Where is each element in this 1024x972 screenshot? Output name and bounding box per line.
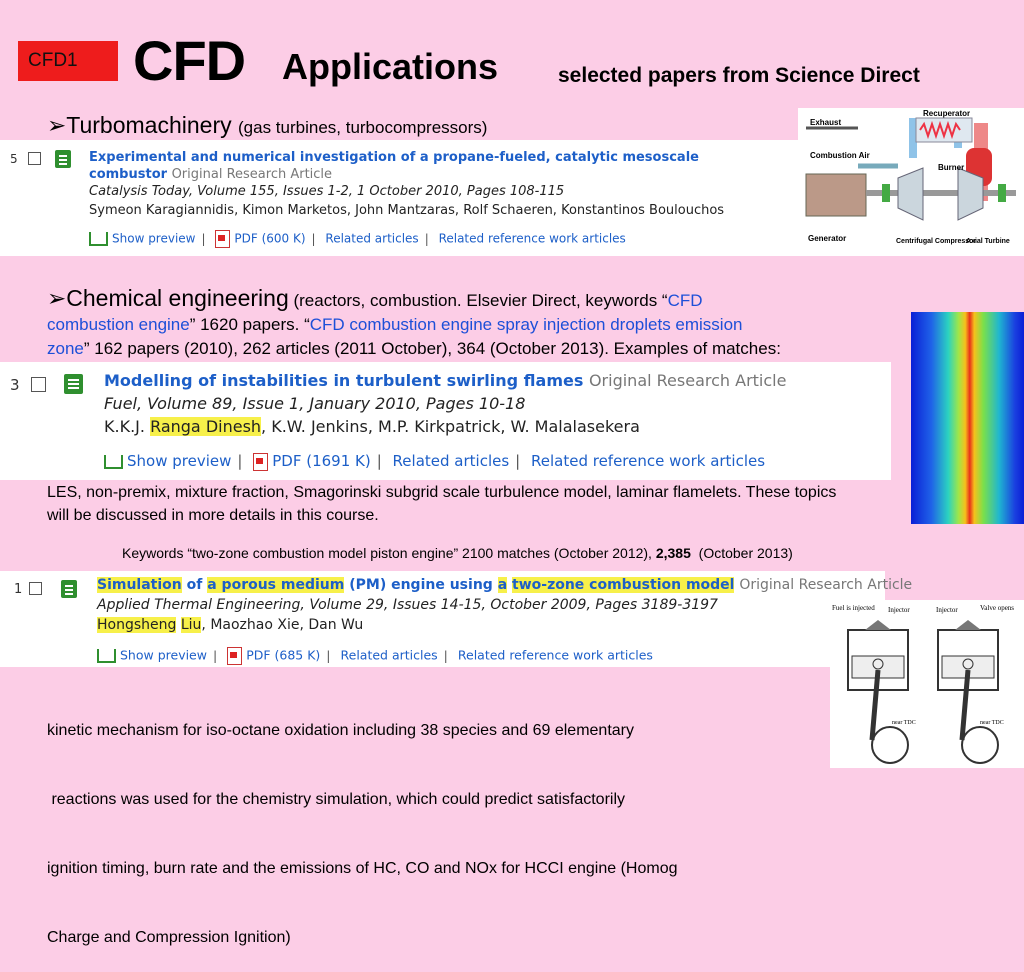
keyword-2b: zone bbox=[47, 339, 84, 358]
related-reference-link[interactable]: Related reference work articles bbox=[438, 231, 626, 246]
title-cfd: CFD bbox=[133, 29, 246, 92]
section2-text-2: ” 1620 papers. “ bbox=[189, 315, 310, 334]
flame-simulation-image bbox=[911, 312, 1024, 524]
label-valve-opens: Valve opens bbox=[980, 604, 1015, 612]
result-journal: Catalysis Today, Volume 155, Issues 1-2, 1 October 2010, Pages 108-115 bbox=[89, 184, 565, 199]
pdf-link[interactable]: PDF (685 K) bbox=[246, 647, 321, 663]
result-title-link[interactable]: Modelling of instabilities in turbulent swirling flames Original Research Article bbox=[104, 371, 787, 390]
pdf-link[interactable]: PDF (1691 K) bbox=[272, 452, 371, 470]
article-type: Original Research Article bbox=[171, 167, 333, 182]
search-result-2 bbox=[0, 362, 891, 480]
kinetic-line-2: reactions was used for the chemistry simulation, which could predict satisfactorily bbox=[47, 791, 626, 808]
result-authors: Hongsheng Liu, Maozhao Xie, Dan Wu bbox=[97, 617, 364, 633]
label-compressor: Centrifugal Compressor bbox=[896, 238, 977, 245]
show-preview-link[interactable]: Show preview bbox=[127, 452, 232, 470]
document-icon bbox=[55, 150, 71, 168]
result-title-link[interactable]: Experimental and numerical investigation of a propane-fueled, catalytic mesoscale combustor Original Research Article bbox=[89, 150, 699, 182]
show-preview-link[interactable]: Show preview bbox=[120, 647, 207, 663]
pdf-icon bbox=[227, 647, 242, 665]
gas-turbine-diagram bbox=[798, 108, 1024, 256]
result-number: 3 bbox=[10, 376, 20, 394]
label-tdc-2: near TDC bbox=[980, 720, 1004, 726]
label-burner: Burner bbox=[938, 163, 965, 172]
related-articles-link[interactable]: Related articles bbox=[325, 231, 419, 246]
result-checkbox[interactable] bbox=[29, 582, 42, 595]
kinetic-line-4: Charge and Compression Ignition) bbox=[47, 929, 291, 946]
bullet-arrow-icon: ➢ bbox=[47, 285, 67, 311]
keywords-line: Keywords “two-zone combustion model piston engine” 2100 matches (October 2012), 2,385 (October 2013) bbox=[122, 545, 793, 561]
article-type: Original Research Article bbox=[588, 371, 787, 390]
label-injector-1: Injector bbox=[888, 606, 910, 614]
engine-piston-diagram bbox=[830, 600, 1024, 768]
related-reference-link[interactable]: Related reference work articles bbox=[457, 647, 653, 663]
result-journal: Fuel, Volume 89, Issue 1, January 2010, Pages 10-18 bbox=[104, 394, 526, 413]
les-description: LES, non-premix, mixture fraction, Smagorinski subgrid scale turbulence model, laminar flamelets. These topics will be discussed in more details in this course. bbox=[47, 484, 837, 524]
result-links: Show preview | PDF (685 K) | Related articles | Related reference work articles bbox=[97, 647, 653, 665]
label-combustion-air: Combustion Air bbox=[810, 151, 870, 160]
result-number: 1 bbox=[14, 582, 23, 597]
pdf-icon bbox=[215, 230, 230, 248]
section1-heading: Turbomachinery bbox=[66, 112, 232, 138]
show-preview-link[interactable]: Show preview bbox=[112, 231, 196, 246]
preview-icon bbox=[89, 232, 108, 246]
keyword-1b: combustion engine bbox=[47, 315, 190, 334]
slide-badge: CFD1 bbox=[18, 41, 118, 81]
section1-paren: (gas turbines, turbocompressors) bbox=[238, 118, 488, 137]
label-fuel-injected: Fuel is injected bbox=[832, 604, 875, 612]
title-applications: Applications bbox=[282, 46, 499, 87]
document-icon bbox=[64, 374, 83, 394]
section-chemical-engineering bbox=[47, 286, 917, 361]
pdf-icon bbox=[253, 453, 268, 471]
kinetic-line-1: kinetic mechanism for iso-octane oxidation including 38 species and 69 elementary bbox=[47, 722, 634, 739]
keywords-count-2013: 2,385 bbox=[655, 545, 691, 561]
preview-icon bbox=[104, 455, 123, 469]
keyword-2a: CFD combustion engine spray injection droplets emission bbox=[309, 315, 743, 334]
pdf-link[interactable]: PDF (600 K) bbox=[234, 231, 306, 246]
document-icon bbox=[61, 580, 77, 598]
label-generator: Generator bbox=[808, 234, 847, 243]
kinetic-line-3: ignition timing, burn rate and the emissions of HC, CO and NOx for HCCI engine (Homog bbox=[47, 860, 678, 877]
result-checkbox[interactable] bbox=[28, 152, 41, 165]
label-recuperator: Recuperator bbox=[923, 109, 971, 118]
search-result-1 bbox=[0, 140, 800, 256]
result-links: Show preview | PDF (1691 K) | Related articles | Related reference work articles bbox=[104, 452, 765, 471]
keyword-1a: CFD bbox=[667, 291, 703, 310]
result-checkbox[interactable] bbox=[31, 377, 46, 392]
result-authors: K.K.J. Ranga Dinesh, K.W. Jenkins, M.P. Kirkpatrick, W. Malalasekera bbox=[104, 417, 640, 436]
section2-text-3: ” 162 papers (2010), 262 articles (2011 October), 364 (October 2013). Examples of matches: bbox=[83, 339, 781, 358]
section2-heading: Chemical engineering bbox=[66, 285, 289, 311]
label-turbine: Axial Turbine bbox=[966, 238, 1010, 245]
result-number: 5 bbox=[10, 152, 18, 166]
result-links: Show preview | PDF (600 K) | Related articles | Related reference work articles bbox=[89, 230, 626, 248]
related-articles-link[interactable]: Related articles bbox=[340, 647, 438, 663]
section-turbomachinery bbox=[47, 112, 487, 139]
title-subtitle: selected papers from Science Direct bbox=[558, 64, 920, 87]
result-journal: Applied Thermal Engineering, Volume 29, Issues 14-15, October 2009, Pages 3189-3197 bbox=[97, 597, 718, 613]
related-articles-link[interactable]: Related articles bbox=[392, 452, 510, 470]
result-title-link[interactable]: Simulation of a porous medium (PM) engine using a two-zone combustion model Original Research Article bbox=[97, 577, 913, 593]
bullet-arrow-icon: ➢ bbox=[47, 112, 67, 138]
article-type: Original Research Article bbox=[739, 577, 913, 593]
label-exhaust: Exhaust bbox=[810, 118, 842, 127]
kinetic-description bbox=[47, 673, 829, 972]
preview-icon bbox=[97, 649, 116, 663]
label-tdc-1: near TDC bbox=[892, 720, 916, 726]
result-authors: Symeon Karagiannidis, Kimon Marketos, John Mantzaras, Rolf Schaeren, Konstantinos Boulouchos bbox=[89, 203, 725, 218]
label-injector-2: Injector bbox=[936, 606, 958, 614]
related-reference-link[interactable]: Related reference work articles bbox=[531, 452, 766, 470]
section2-text-1: (reactors, combustion. Elsevier Direct, keywords “ bbox=[293, 291, 668, 310]
